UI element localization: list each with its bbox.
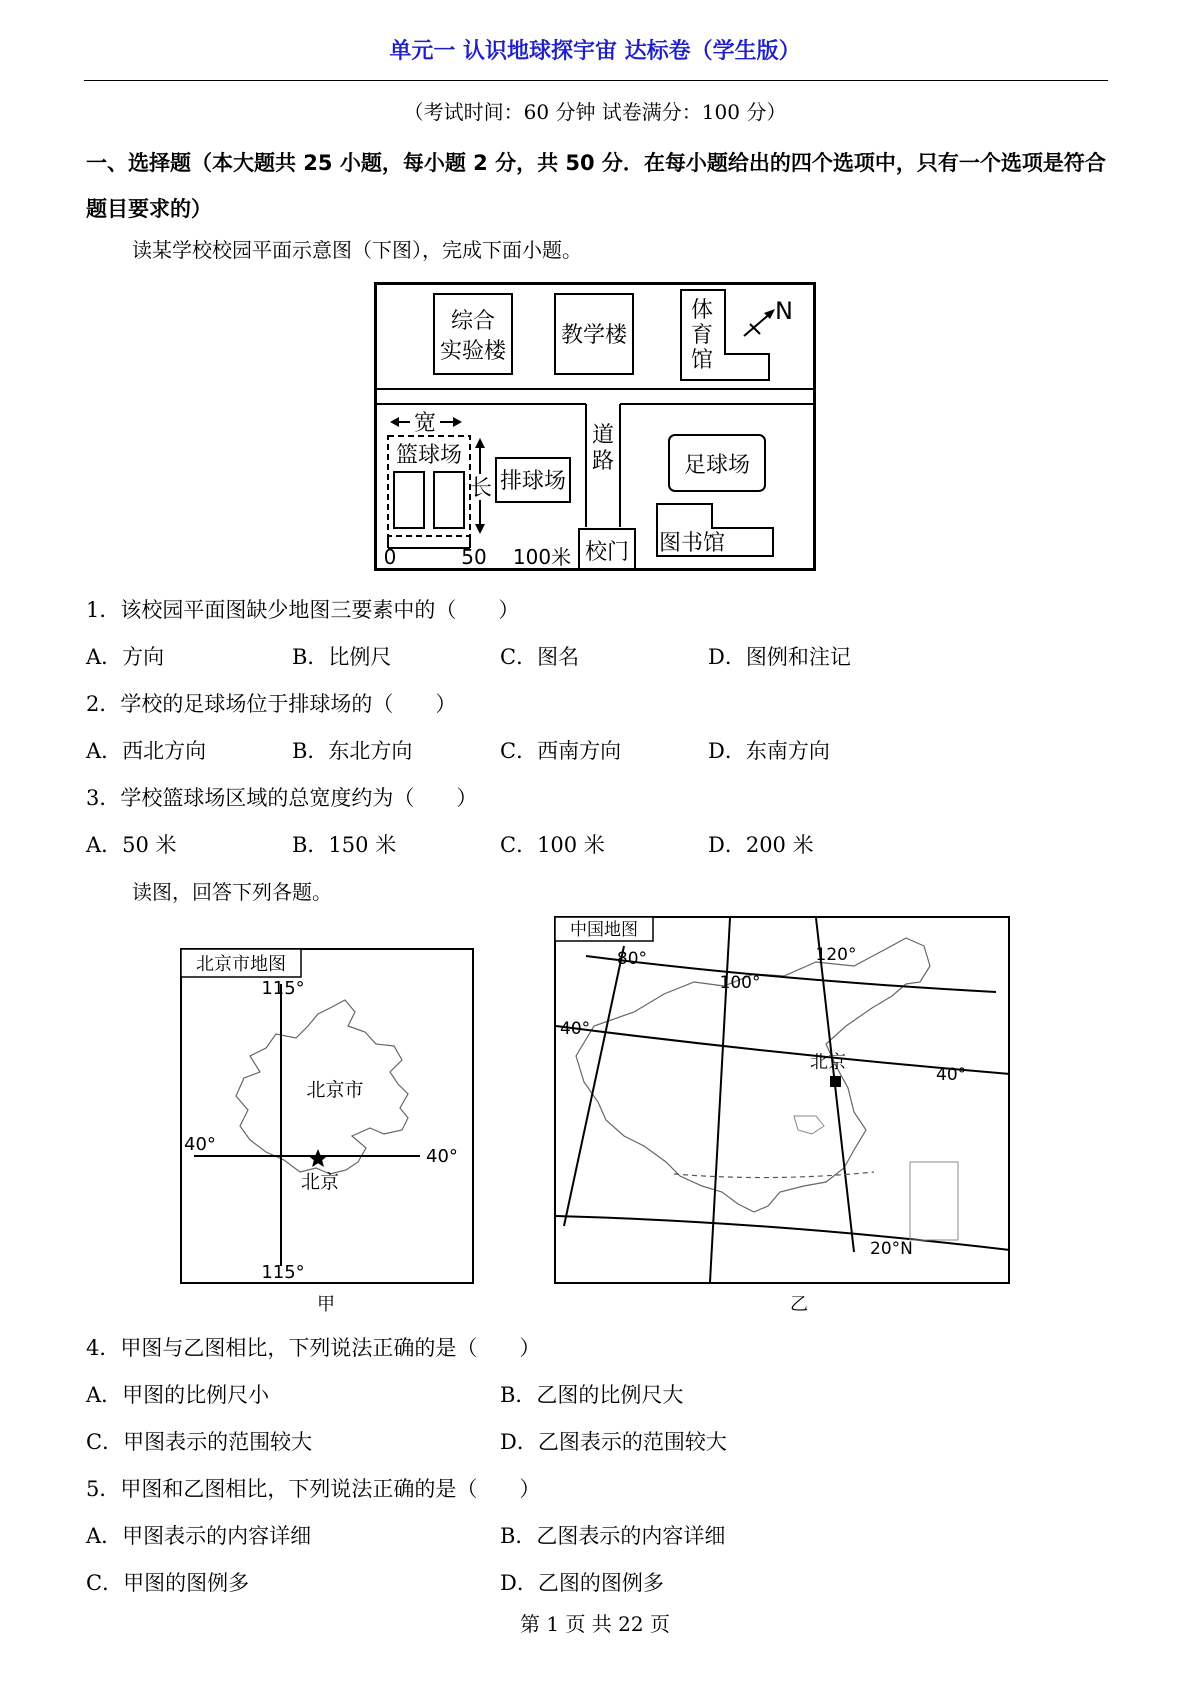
library-label: 图书馆 xyxy=(658,531,726,556)
lab-label-2: 实验楼 xyxy=(439,339,507,364)
gym-label-2: 育 xyxy=(690,323,714,348)
scale-0: 0 xyxy=(383,545,397,569)
q5-option-b: B．乙图表示的内容详细 xyxy=(500,1524,726,1548)
campus-map xyxy=(374,282,816,572)
football-label: 足球场 xyxy=(683,453,751,478)
scale-bar xyxy=(388,536,470,548)
q1-option-c: C．图名 xyxy=(500,645,580,669)
gate-label: 校门 xyxy=(584,540,630,565)
teaching-label: 教学楼 xyxy=(560,323,628,348)
basketball-label: 篮球场 xyxy=(395,443,463,468)
basketball-court-2 xyxy=(434,472,464,528)
lon-label-80: 80° xyxy=(616,949,648,969)
china-inner-boundary xyxy=(794,1116,824,1134)
q2-option-d: D．东南方向 xyxy=(708,739,830,763)
scale-100: 100米 xyxy=(512,545,572,569)
title-divider xyxy=(84,80,1108,81)
q4-option-d: D．乙图表示的范围较大 xyxy=(500,1430,727,1454)
beijing-map-frame xyxy=(181,949,473,1283)
width-label: 宽 xyxy=(413,411,437,436)
question-3: 3．学校篮球场区域的总宽度约为（ ） xyxy=(86,786,478,810)
meridian-80 xyxy=(564,946,624,1226)
scale-50: 50 xyxy=(461,545,487,569)
question-5: 5．甲图和乙图相比，下列说法正确的是（ ） xyxy=(86,1477,541,1501)
caption-yi: 乙 xyxy=(790,1294,808,1315)
q5-option-d: D．乙图的图例多 xyxy=(500,1571,664,1595)
lat-label-right: 40° xyxy=(426,1146,458,1167)
beijing-city-label: 北京市 xyxy=(306,1079,364,1101)
north-arrow-icon xyxy=(744,309,775,336)
lon-label-top: 115° xyxy=(261,978,305,999)
question-1: 1．该校园平面图缺少地图三要素中的（ ） xyxy=(86,598,520,622)
q2-option-b: B．东北方向 xyxy=(292,739,413,763)
china-map xyxy=(554,916,1010,1286)
q4-option-b: B．乙图的比例尺大 xyxy=(500,1383,684,1407)
q5-option-c: C．甲图的图例多 xyxy=(86,1571,250,1595)
beijing-map xyxy=(180,948,474,1286)
china-map-title: 中国地图 xyxy=(570,920,638,940)
lat-label-40-left: 40° xyxy=(560,1019,591,1039)
parallel-top xyxy=(586,956,996,992)
lab-label-1: 综合 xyxy=(450,309,496,334)
lon-label-100: 100° xyxy=(719,973,761,993)
road-label-1: 道 xyxy=(591,423,615,448)
question-4: 4．甲图与乙图相比，下列说法正确的是（ ） xyxy=(86,1336,541,1360)
gym-label-1: 体 xyxy=(690,298,714,323)
q4-option-c: C．甲图表示的范围较大 xyxy=(86,1430,313,1454)
q1-option-d: D．图例和注记 xyxy=(708,645,851,669)
basketball-court-1 xyxy=(394,472,424,528)
q3-option-d: D．200 米 xyxy=(708,833,814,857)
q3-option-a: A．50 米 xyxy=(86,833,177,857)
q1-option-a: A．方向 xyxy=(86,645,165,669)
lon-label-120: 120° xyxy=(815,945,857,965)
q2-option-a: A．西北方向 xyxy=(86,739,207,763)
document-title: 单元一 认识地球探宇宙 达标卷（学生版） xyxy=(389,39,801,64)
capital-square-icon xyxy=(830,1076,841,1087)
q3-option-b: B．150 米 xyxy=(292,833,397,857)
beijing-capital-label: 北京 xyxy=(300,1171,340,1193)
q2-option-c: C．西南方向 xyxy=(500,739,622,763)
question-2: 2．学校的足球场位于排球场的（ ） xyxy=(86,692,457,716)
exam-info: （考试时间：60 分钟 试卷满分：100 分） xyxy=(403,100,787,124)
caption-jia: 甲 xyxy=(317,1294,335,1315)
section-heading: 一、选择题（本大题共 25 小题，每小题 2 分，共 50 分．在每小题给出的四个选项中，只有一个选项是符合题目要求的） xyxy=(86,151,1106,221)
intro-maps: 读图，回答下列各题。 xyxy=(132,880,332,904)
q4-option-a: A．甲图的比例尺小 xyxy=(86,1383,270,1407)
length-label: 长 xyxy=(469,476,493,501)
parallel-20 xyxy=(556,1216,1010,1250)
china-capital-label: 北京 xyxy=(810,1052,846,1073)
q5-option-a: A．甲图表示的内容详细 xyxy=(86,1524,312,1548)
page-number: 第 1 页 共 22 页 xyxy=(520,1612,670,1636)
volleyball-label: 排球场 xyxy=(499,469,567,494)
lat-label-20: 20°N xyxy=(870,1239,913,1259)
road-label-2: 路 xyxy=(591,449,615,474)
lon-label-bottom: 115° xyxy=(261,1262,305,1283)
lat-label-40-right: 40° xyxy=(936,1065,967,1085)
south-sea-inset xyxy=(910,1162,958,1240)
q1-option-b: B．比例尺 xyxy=(292,645,392,669)
intro-campus: 读某学校校园平面示意图（下图），完成下面小题。 xyxy=(132,238,582,262)
lat-label-left: 40° xyxy=(184,1134,216,1155)
beijing-map-title: 北京市地图 xyxy=(196,954,286,975)
gym-label-3: 馆 xyxy=(690,348,714,373)
q3-option-c: C．100 米 xyxy=(500,833,605,857)
north-label: N xyxy=(775,297,793,325)
capital-star-icon xyxy=(309,1149,328,1167)
